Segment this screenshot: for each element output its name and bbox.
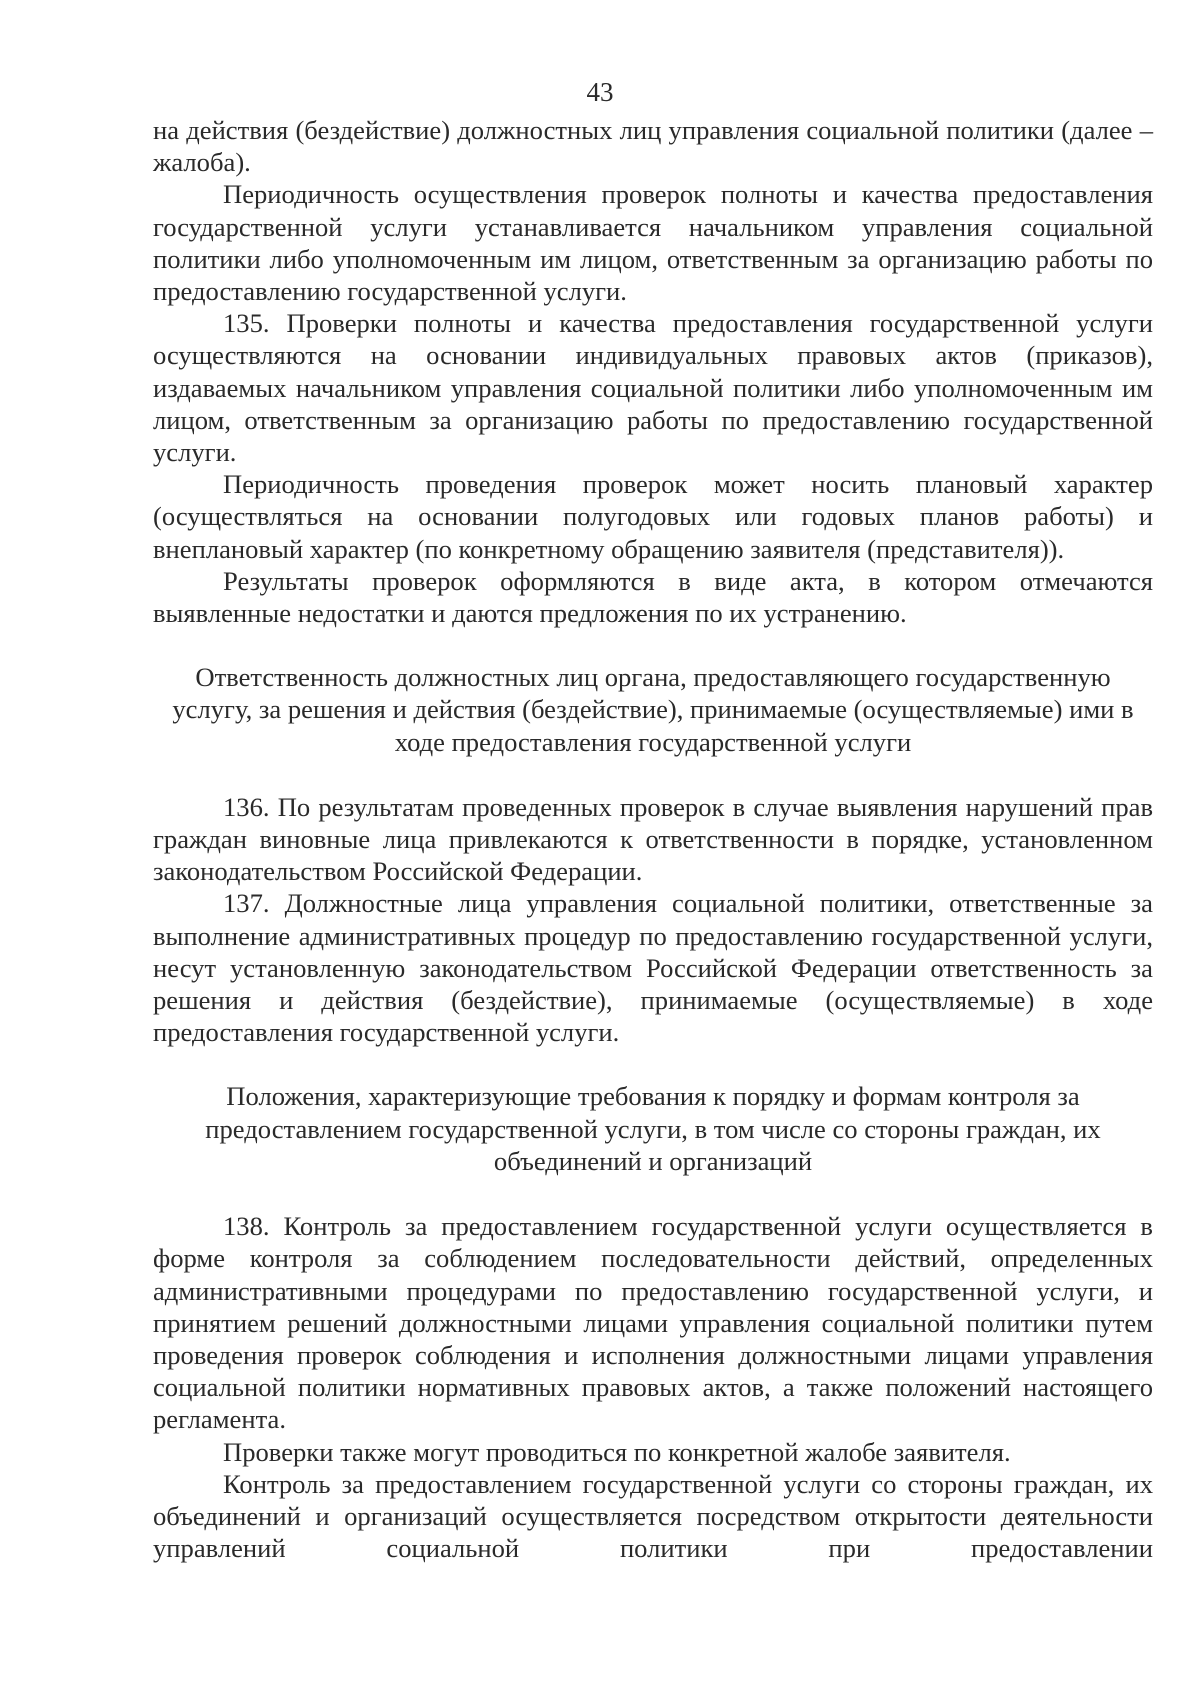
paragraph: Периодичность осуществления проверок полноты и качества предоставления государственной услуги устанавливается начальником управления социальной политики либо уполномоченным им лицом, ответственным за организацию работы по предоставлению государственной услуги. [153, 179, 1153, 307]
section-heading-responsibility: Ответственность должностных лиц органа, предоставляющего государственную услугу, за решения и действия (бездействие), принимаемые (осуществляемые) ими в ходе предоставления государственной услуги [172, 662, 1134, 757]
paragraph-138: 138. Контроль за предоставлением государственной услуги осуществляется в форме контроля за соблюдением последовательности действий, определенных административными процедурами по предоставлению государственной услуги, и принятием решений должностными лицами управления социальной политики путем проведения проверок соблюдения и исполнения должностными лицами управления социальной политики нормативных правовых актов, а также положений настоящего регламента. [153, 1211, 1153, 1435]
paragraph: на действия (бездействие) должностных лиц управления социальной политики (далее – жалоба). [153, 115, 1153, 178]
page-number: 43 [586, 77, 614, 107]
paragraph-135: 135. Проверки полноты и качества предоставления государственной услуги осуществляются на основании индивидуальных правовых актов (приказов), издаваемых начальником управления социальной политики либо уполномоченным им лицом, ответственным за организацию работы по предоставлению государственной услуги. [153, 308, 1153, 468]
paragraph-137: 137. Должностные лица управления социальной политики, ответственные за выполнение административных процедур по предоставлению государственной услуги, несут установленную законодательством Российской Федерации ответственность за решения и действия (бездействие), принимаемые (осуществляемые) в ходе предоставления государственной услуги. [153, 888, 1153, 1048]
paragraph: Контроль за предоставлением государственной услуги со стороны граждан, их объединений и организаций осуществляется посредством открытости деятельности управлений социальной политики при предоставлении [153, 1468, 1153, 1564]
document-body [153, 114, 1153, 1564]
paragraph: Результаты проверок оформляются в виде акта, в котором отмечаются выявленные недостатки и даются предложения по их устранению. [153, 565, 1153, 629]
paragraph: Периодичность проведения проверок может носить плановый характер (осуществляться на основании полугодовых или годовых планов работы) и внеплановый характер (по конкретному обращению заявителя (представителя)). [153, 469, 1153, 564]
paragraph: Проверки также могут проводиться по конкретной жалобе заявителя. [223, 1436, 1011, 1467]
paragraph-136: 136. По результатам проведенных проверок в случае выявления нарушений прав граждан виновные лица привлекаются к ответственности в порядке, установленном законодательством Российской Федерации. [153, 791, 1153, 887]
section-heading-control: Положения, характеризующие требования к порядку и формам контроля за предоставлением государственной услуги, в том числе со стороны граждан, их объединений и организаций [205, 1081, 1101, 1176]
